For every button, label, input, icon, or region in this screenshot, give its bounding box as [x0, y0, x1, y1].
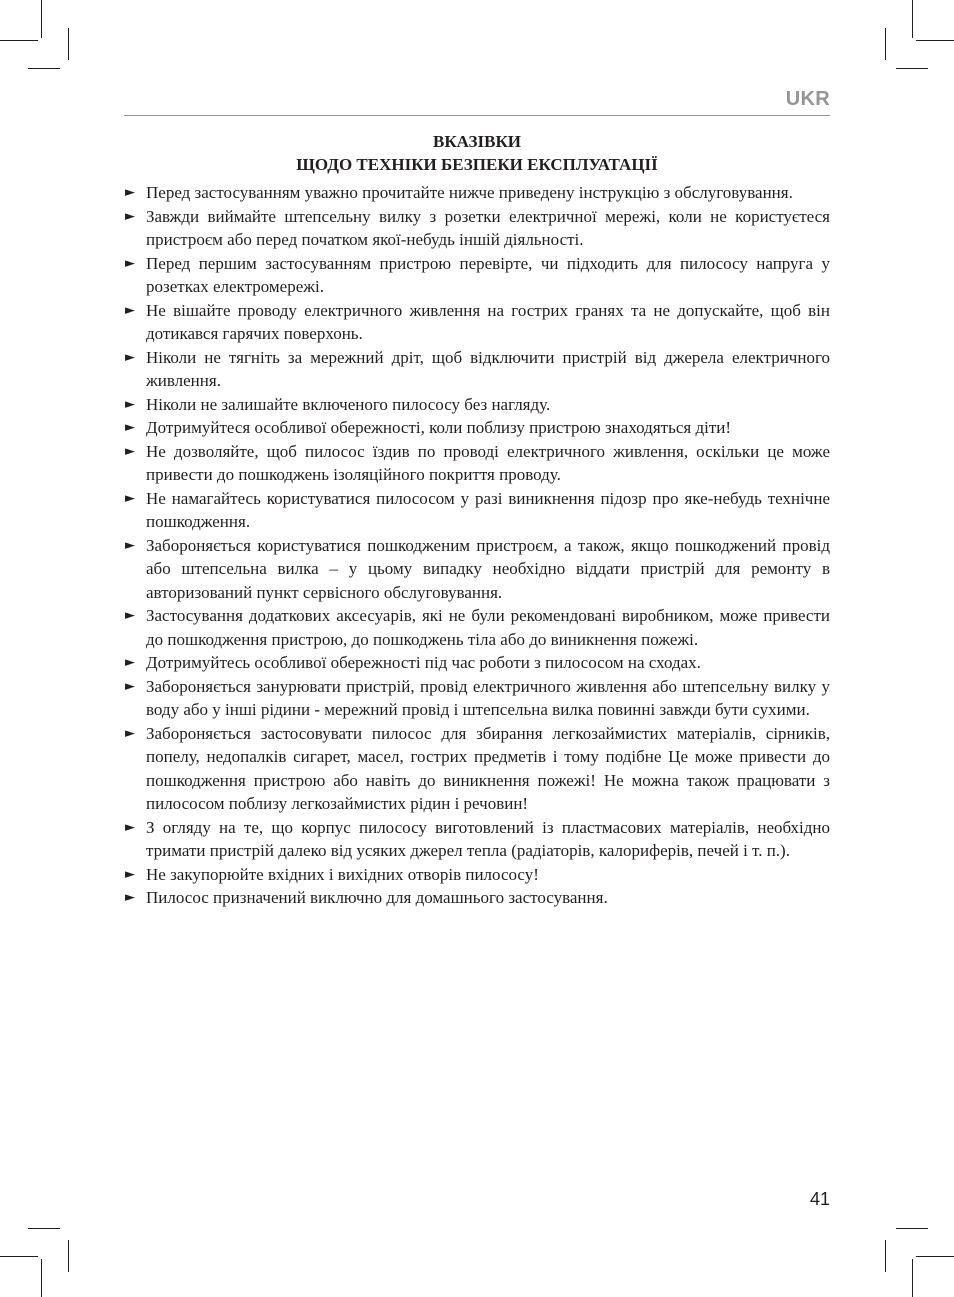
header-rule [124, 115, 830, 116]
bullet-arrow-icon: ► [125, 490, 135, 506]
bullet-arrow-icon: ► [125, 185, 135, 200]
bullet-arrow-icon: ► [125, 537, 135, 553]
list-item-text: Не вішайте проводу електричного живлення на гострих гранях та не допускайте, щоб він дотикався гарячих поверхонь. [146, 300, 830, 343]
list-item-text: Не намагайтесь користуватися пилососом у разі виникнення підозр про яке-небудь технічне пошкодження. [146, 488, 830, 531]
list-item [124, 534, 830, 605]
list-item [124, 299, 830, 346]
bullet-arrow-icon: ► [125, 678, 135, 694]
list-item [124, 205, 830, 252]
bullet-arrow-icon: ► [125, 396, 135, 412]
list-item-text: Завжди виймайте штепсельну вилку з розетки електричної мережі, коли не користуєтеся пристроєм або перед початком якої-небудь іншій діяльності. [146, 206, 830, 249]
crop-mark [912, 0, 913, 38]
bullet-arrow-icon: ► [125, 608, 135, 623]
list-item-text: Застосування додаткових аксесуарів, які не були рекомендовані виробником, може привести до пошкодження пристрою, до пошкоджень тіла або до виникнення пожежі. [146, 606, 830, 649]
crop-mark [885, 1240, 886, 1272]
list-item-text: Забороняється застосовувати пилосос для збирання легкозаймистих матеріалів, сірників, попелу, недопалків сигарет, масел, гострих предметів і тому подібне Це може привести до пошкодження пристрою або навіть до виникнення пожежі! Не можна також працювати з пилососом поблизу легкозаймистих рідин і речовин! [146, 723, 830, 813]
list-item-text: Дотримуйтеся особливої обережності, коли поблизу пристрою знаходяться діти! [146, 418, 732, 437]
bullet-arrow-icon: ► [125, 420, 135, 435]
list-item-text: Забороняється занурювати пристрій, провід електричного живлення або штепсельну вилку у воду або у інші рідини - мережний провід і штепсельна вилка повинні завжди бути сухими. [146, 676, 830, 719]
crop-mark [41, 0, 42, 38]
list-item [124, 651, 830, 675]
crop-mark [896, 1228, 928, 1229]
list-item [124, 416, 830, 440]
list-item-text: З огляду на те, що корпус пилососу виготовлений із пластмасових матеріалів, необхідно тримати пристрій далеко від усяких джерел тепла (радіаторів, калориферів, печей і т. п.). [146, 817, 830, 860]
list-item [124, 816, 830, 863]
bullet-arrow-icon: ► [125, 725, 135, 741]
list-item [124, 604, 830, 651]
title-line-1: ВКАЗІВКИ [433, 132, 521, 151]
bullet-arrow-icon: ► [125, 655, 135, 670]
safety-instructions-list [124, 181, 830, 910]
crop-mark [896, 68, 928, 69]
list-item [124, 487, 830, 534]
crop-mark [0, 1256, 38, 1257]
list-item-text: Ніколи не тягніть за мережний дріт, щоб відключити пристрій від джерела електричного живлення. [146, 347, 830, 390]
crop-mark [68, 1240, 69, 1272]
list-item-text: Перед першим застосуванням пристрою перевірте, чи підходить для пилососу напруга у розетках електромережі. [146, 253, 830, 296]
list-item-text: Забороняється користуватися пошкодженим пристроєм, а також, якщо пошкоджений провід або штепсельна вилка – у цьому випадку необхідно віддати пристрій для ремонту в авторизований пункт сервісного обслуговування. [146, 535, 830, 602]
language-code: UKR [785, 88, 830, 110]
list-item [124, 863, 830, 887]
page-title [124, 130, 830, 176]
list-item [124, 252, 830, 299]
crop-mark [0, 40, 38, 41]
crop-mark [916, 1256, 954, 1257]
list-item [124, 722, 830, 816]
bullet-arrow-icon: ► [125, 819, 135, 835]
list-item [124, 393, 830, 417]
bullet-arrow-icon: ► [125, 866, 135, 882]
list-item-text: Пилосос призначений виключно для домашнього застосування. [146, 888, 608, 907]
list-item [124, 346, 830, 393]
list-item-text: Не закупорюйте вхідних і вихідних отворів пилососу! [146, 864, 539, 884]
page-number: 41 [809, 1189, 830, 1209]
title-line-2: ЩОДО ТЕХНІКИ БЕЗПЕКИ ЕКСПЛУАТАЦІЇ [296, 155, 658, 174]
bullet-arrow-icon: ► [125, 208, 135, 224]
list-item [124, 675, 830, 722]
bullet-arrow-icon: ► [125, 443, 135, 459]
list-item-text: Перед застосуванням уважно прочитайте нижче приведену інструкцію з обслуговування. [146, 183, 793, 202]
bullet-arrow-icon: ► [125, 302, 135, 318]
bullet-arrow-icon: ► [125, 890, 135, 905]
list-item-text: Не дозволяйте, щоб пилосос їздив по проводі електричного живлення, оскільки це може привести до пошкоджень ізоляційного покриття проводу. [146, 441, 830, 484]
bullet-arrow-icon: ► [125, 349, 135, 365]
crop-mark [68, 28, 69, 60]
crop-mark [41, 1259, 42, 1297]
crop-mark [885, 28, 886, 60]
crop-mark [916, 40, 954, 41]
crop-mark [28, 1228, 60, 1229]
list-item [124, 886, 830, 910]
list-item-text: Ніколи не залишайте включеного пилососу без нагляду. [146, 394, 551, 414]
crop-mark [28, 68, 60, 69]
crop-mark [912, 1259, 913, 1297]
bullet-arrow-icon: ► [125, 255, 135, 271]
list-item [124, 440, 830, 487]
list-item-text: Дотримуйтесь особливої обережності під час роботи з пилососом на сходах. [146, 653, 701, 672]
list-item [124, 181, 830, 205]
